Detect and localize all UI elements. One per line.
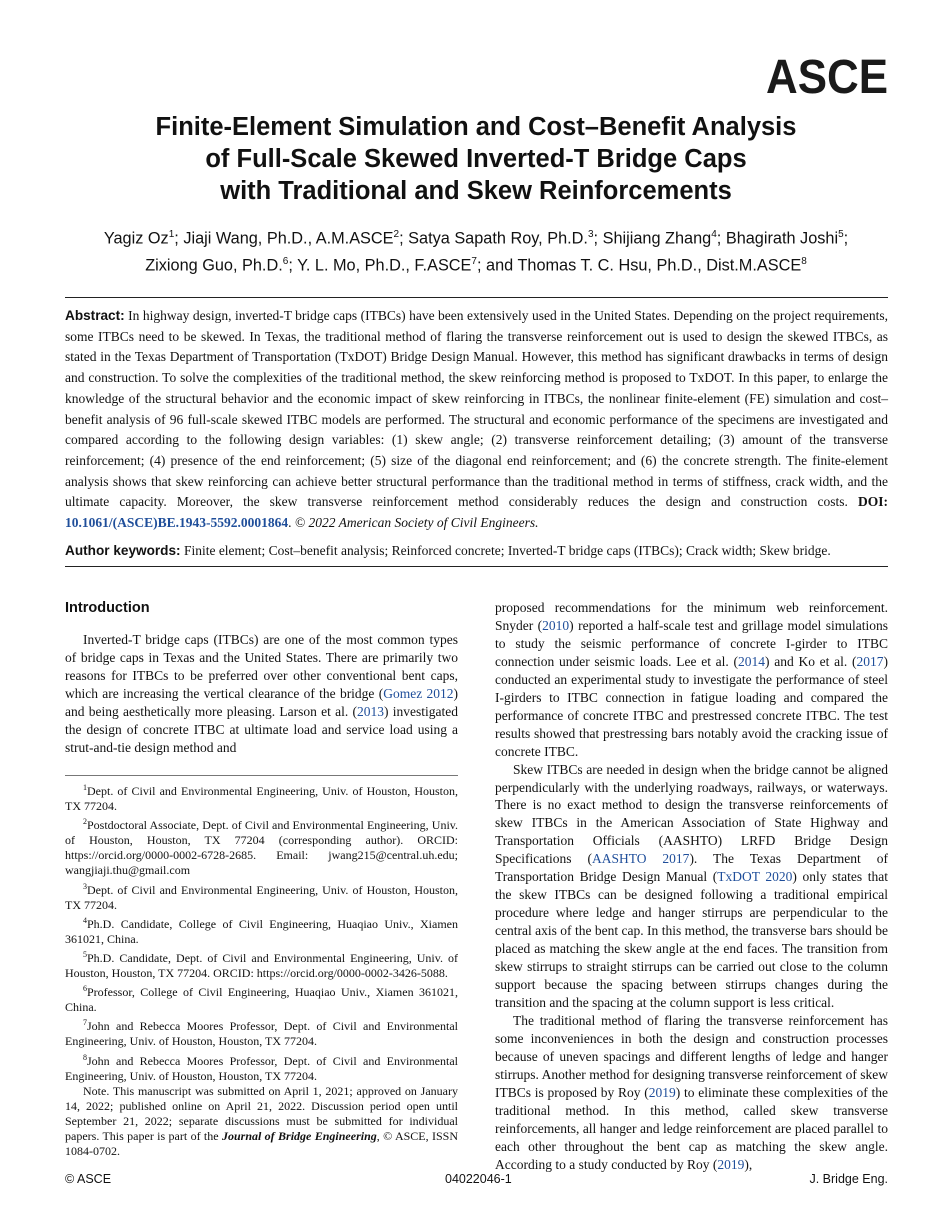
- section-heading: Introduction: [65, 600, 150, 616]
- right-column: [495, 599, 888, 1174]
- citation-link[interactable]: 2019: [717, 1156, 745, 1172]
- footnotes: [65, 780, 458, 1159]
- author-sep: ;: [399, 229, 409, 248]
- keywords-label: Author keywords:: [65, 543, 181, 558]
- abstract-text: In highway design, inverted-T bridge caps (ITBCs) have been extensively used in the United States. Depending on the project requirements, some ITBCs need to be skewed. In Texas, the traditional method of flaring the transverse reinforcement out is used to design the skewed ITBCs, as stated in the Texas Department of Transportation (TxDOT) Bridge Design Manual. However, this method has significant drawbacks in terms of design and construction. To solve the complexities of the traditional method, the skew reinforcing method is proposed to TxDOT. In this paper, to enlarge the knowledge of the structural behavior and the economic impact of skew reinforcing in ITBCs, the nonlinear finite-element (FE) simulation and cost–benefit analysis of 96 full-scale skewed ITBC models are performed. The structural and economic performance of the specimens are investigated and compared according to the following design variables: (1) skew angle; (2) transverse reinforcement detailing; (3) amount of the transverse reinforcement; (4) presence of the end reinforcement; (5) size of the diagonal end reinforcement; and (6) the concrete strength. The finite-element analysis shows that skew reinforcing can achieve better structural performance than the traditional method in terms of stiffness, crack width, and the ultimate capacity. Moreover, the skew transverse reinforcement method considerably reduces the design and construction costs.: [65, 308, 888, 510]
- paragraph: proposed recommendations for the minimum web reinforcement. Snyder (2010) reported a half-scale test and grillage model simulations to study the seismic performance of concrete I-girder to ITBC connection under seismic loads. Lee et al. (2014) and Ko et al. (2017) conducted an experimental study to investigate the performance of steel I-girders to ITBC connection in fatigue loading and compared the performance of concrete ITBC and prestressed concrete ITBC. The test results showed that prestressing bars notably avoid the cracking issue of concrete ITBC.: [495, 600, 888, 759]
- author: Satya Sapath Roy, Ph.D.: [408, 229, 588, 248]
- footnote: $^1$Dept. of Civil and Environmental Engineering, Univ. of Houston, Houston, TX 77204.: [65, 783, 458, 814]
- citation-link[interactable]: 2014: [738, 653, 766, 669]
- title-line: of Full-Scale Skewed Inverted-T Bridge Caps: [205, 145, 747, 173]
- paragraph: The traditional method of flaring the transverse reinforcement has some inconveniences in both the design and construction processes because of uneven spacings and different lengths of ledge and hanger stirrups. Another method for designing transverse reinforcement of skew ITBCs is proposed by Roy (2019) to eliminate these complexities of the traditional method. In this method, called skew transverse reinforcements, all hanger and ledge reinforcement are placed parallel to each other throughout the bent cap as matching the skew angle. According to a study conducted by Roy (2019),: [495, 1012, 889, 1172]
- author: Thomas T. C. Hsu, Ph.D., Dist.M.ASCE: [517, 256, 802, 275]
- author-line-2: [60, 250, 892, 277]
- abstract: Abstract: In highway design, inverted-T bridge caps (ITBCs) have been extensively used in the United States. Depending on the project requirements, some ITBCs need to be skewed. In Texas, the traditional method of flaring the transverse reinforcement out is used to design the skewed ITBCs, as stated in the Texas Department of Transportation (TxDOT) Bridge Design Manual. However, this method has significant drawbacks in terms of design and construction. To solve the complexities of the traditional method, the skew reinforcing method is proposed to TxDOT. In this paper, to enlarge the knowledge of the structural behavior and the economic impact of skew reinforcing in ITBCs, the nonlinear finite-element (FE) simulation and cost–benefit analysis of 96 full-scale skewed ITBC models are performed. The structural and economic performance of the specimens are investigated and compared according to the following design variables: (1) skew angle; (2) transverse reinforcement detailing; (3) amount of the transverse reinforcement; (4) presence of the end reinforcement; (5) size of the diagonal end reinforcement; and (6) the concrete strength. The finite-element analysis shows that skew reinforcing can achieve better structural performance than the traditional method in terms of stiffness, crack width, and the ultimate capacity. Moreover, the skew transverse reinforcement method considerably reduces the design and construction costs. DOI: 10.1061/(ASCE)BE.1943-5592.0001864. © 2022 American Society of Civil Engineers.: [65, 308, 888, 531]
- top-rule: [65, 297, 888, 298]
- asce-logo: [764, 55, 888, 97]
- citation-link[interactable]: AASHTO 2017: [591, 851, 690, 867]
- bottom-rule: [65, 566, 888, 567]
- affil-marker: 5: [838, 229, 844, 240]
- author: Yagiz Oz: [103, 229, 169, 248]
- left-column: [65, 631, 458, 757]
- svg-text:ASCE: ASCE: [766, 55, 888, 97]
- abstract-label: Abstract:: [65, 308, 125, 323]
- author-sep: ; and: [476, 256, 518, 275]
- affil-marker: 4: [711, 229, 717, 240]
- footer-left: © ASCE: [65, 1172, 112, 1186]
- author-list: [60, 223, 892, 278]
- author-sep: ;: [174, 229, 184, 248]
- citation-link[interactable]: 2017: [856, 653, 884, 669]
- footnote: $^6$Professor, College of Civil Engineering, Huaqiao Univ., Xiamen 361021, China.: [65, 984, 458, 1015]
- affil-marker: 1: [168, 229, 175, 240]
- footer-right: J. Bridge Eng.: [809, 1172, 888, 1186]
- paragraph: Inverted-T bridge caps (ITBCs) are one of the most common types of bridge caps in Texas and the United States. There are primarily two reasons for ITBCs to be preferred over other conventional bent caps, which are increasing the vertical clearance of the bridge (Gomez 2012) and being aesthetically more pleasing. Larson et al. (2013) investigated the design of concrete ITBC at ultimate load and service load using a strut-and-tie design method and: [65, 632, 458, 755]
- author: Shijiang Zhang: [602, 229, 712, 248]
- paragraph: Skew ITBCs are needed in design when the bridge cannot be aligned perpendicularly with the underlying roadways, railways, or waterways. There is no exact method to design the transverse reinforcements of skew ITBCs in the American Association of State Highway and Transportation Officials (AASHTO) LRFD Bridge Design Specifications (AASHTO 2017). The Texas Department of Transportation Bridge Design Manual (TxDOT 2020) only states that the skew ITBCs can be designed following a traditional empirical procedure where ledge and hanger stirrups are perpendicular to the central axis of the bent cap. In this method, the transverse bars should be placed as matching the skew angle at the end faces. The transition from skew stirrups to straight stirrups can be carried out close to the column support because the spacing between stirrups changes during the transition and the spacing at the column support is less critical.: [495, 761, 889, 1010]
- page-number: 04022046-1: [445, 1172, 512, 1186]
- title-line: Finite-Element Simulation and Cost–Benefit Analysis: [155, 113, 797, 141]
- footnote: $^5$Ph.D. Candidate, Dept. of Civil and Environmental Engineering, Univ. of Houston, Houston, TX 77204. ORCID: https://orcid.org/0000-0002-3426-5088.: [65, 949, 458, 981]
- affil-marker: 8: [801, 256, 807, 268]
- copyright: © 2022 American Society of Civil Engineers.: [294, 515, 539, 531]
- citation-link[interactable]: TxDOT 2020: [717, 869, 793, 885]
- author-line-1: [60, 223, 892, 250]
- citation-link[interactable]: 2019: [648, 1084, 676, 1100]
- doi-label: DOI:: [858, 494, 888, 510]
- author-sep: ;: [843, 229, 849, 248]
- author: Bhagirath Joshi: [725, 229, 839, 248]
- affil-marker: 3: [587, 229, 594, 240]
- footnote-rule: [65, 775, 458, 776]
- author-sep: ;: [288, 256, 298, 275]
- citation-link[interactable]: Gomez 2012: [383, 685, 454, 701]
- author: Zixiong Guo, Ph.D.: [145, 256, 283, 275]
- author-sep: ;: [716, 229, 726, 248]
- footnote: $^7$John and Rebecca Moores Professor, Dept. of Civil and Environmental Engineering, Univ. of Houston, Houston, TX 77204.: [65, 1018, 458, 1049]
- author: Y. L. Mo, Ph.D., F.ASCE: [297, 256, 472, 275]
- doi-link[interactable]: 10.1061/(ASCE)BE.1943-5592.0001864: [65, 515, 289, 531]
- affil-marker: 6: [282, 256, 289, 268]
- citation-link[interactable]: 2013: [357, 703, 384, 719]
- title-line: with Traditional and Skew Reinforcements: [220, 177, 732, 205]
- keywords-text: Finite element; Cost–benefit analysis; Reinforced concrete; Inverted-T bridge caps (ITBCs); Crack width; Skew bridge.: [183, 543, 831, 558]
- footnote: $^2$Postdoctoral Associate, Dept. of Civil and Environmental Engineering, Univ. of Houston, Houston, TX 77204 (corresponding author). ORCID: https://orcid.org/0000-0002-6728-2685. Email: jwang215@central.uh.edu; wangjiaji.thu@gmail.com: [65, 817, 458, 878]
- footnote: $^8$John and Rebecca Moores Professor, Dept. of Civil and Environmental Engineering, Univ. of Houston, Houston, TX 77204.: [65, 1052, 458, 1083]
- footnote: $^3$Dept. of Civil and Environmental Engineering, Univ. of Houston, Houston, TX 77204.: [65, 881, 458, 912]
- article-title: [60, 111, 892, 207]
- author-sep: ;: [593, 229, 603, 248]
- affil-marker: 2: [393, 229, 400, 240]
- keywords: [65, 542, 888, 560]
- citation-link[interactable]: 2010: [542, 617, 570, 633]
- author: Jiaji Wang, Ph.D., A.M.ASCE: [183, 229, 394, 248]
- affil-marker: 7: [471, 256, 477, 268]
- manuscript-note: Note. This manuscript was submitted on April 1, 2021; approved on January 14, 2022; published online on April 21, 2022. Discussion period open until September 21, 2022; separate discussions must be submitted for individual papers. This paper is part of the Journal of Bridge Engineering, © ASCE, ISSN 1084-0702.: [65, 1083, 459, 1159]
- footnote: $^4$Ph.D. Candidate, College of Civil Engineering, Huaqiao Univ., Xiamen 361021, China.: [65, 915, 458, 946]
